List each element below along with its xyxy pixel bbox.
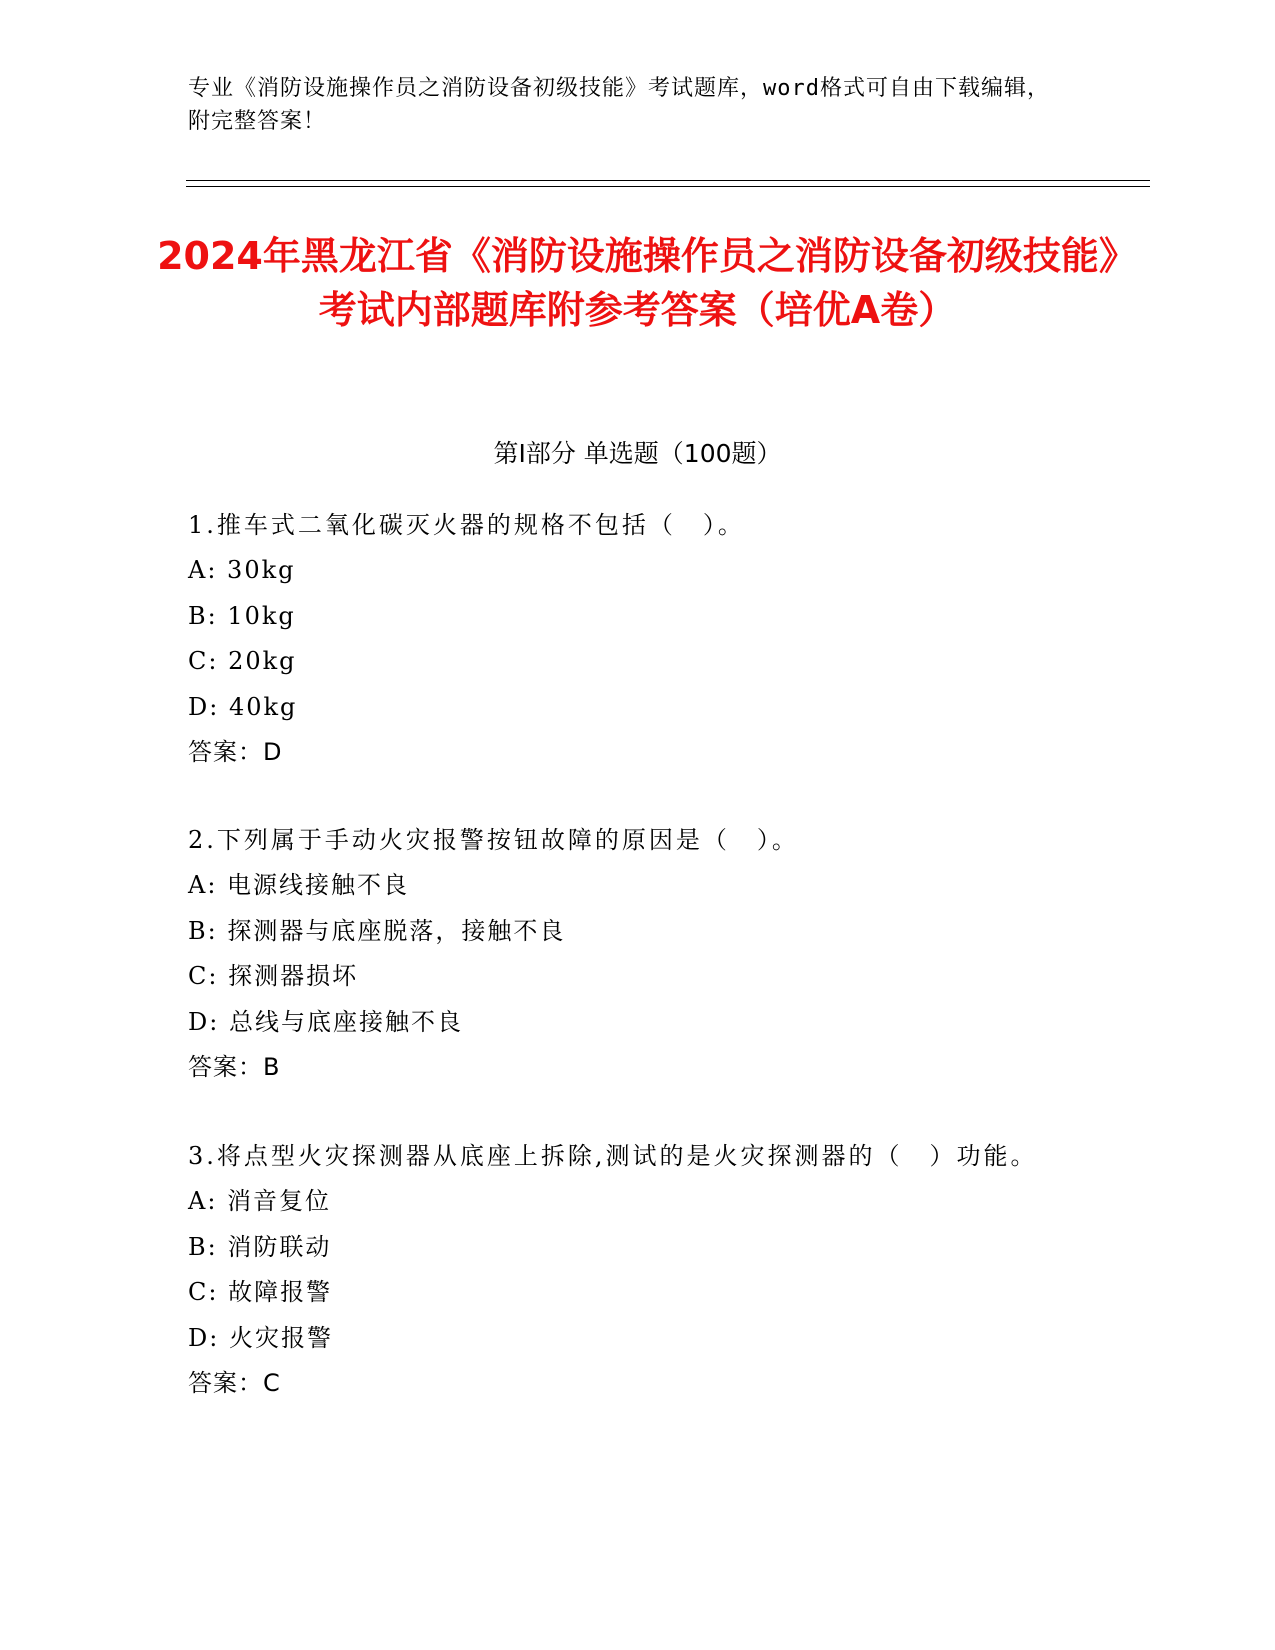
option-c: C: 故障报警 xyxy=(188,1278,333,1306)
option-b: B: 消防联动 xyxy=(188,1232,332,1261)
answer: 答案：B xyxy=(188,1053,281,1081)
option-a: A: 30kg xyxy=(188,556,296,584)
option-b: B: 10kg xyxy=(188,601,296,630)
option-b: B: 探测器与底座脱落，接触不良 xyxy=(188,916,566,945)
question-stem: 2.下列属于手动火灾报警按钮故障的原因是（ ）。 xyxy=(188,826,799,854)
section-heading: 第I部分 单选题（100题） xyxy=(493,439,782,468)
question-3 xyxy=(188,1133,1088,1407)
option-c: C: 探测器损坏 xyxy=(188,962,359,990)
option-c: C: 20kg xyxy=(188,647,297,675)
answer: 答案：C xyxy=(188,1369,281,1397)
question-2 xyxy=(188,817,1088,1091)
question-stem: 3.将点型火灾探测器从底座上拆除,测试的是火灾探测器的（ ）功能。 xyxy=(188,1142,1038,1170)
answer: 答案：D xyxy=(188,738,283,766)
option-d: D: 40kg xyxy=(188,692,298,721)
header-divider-top xyxy=(186,180,1150,181)
header-note: 专业《消防设施操作员之消防设备初级技能》考试题库，word格式可自由下载编辑，附完整答案！ xyxy=(188,76,1050,134)
question-1 xyxy=(188,502,1088,776)
option-a: A: 电源线接触不良 xyxy=(188,871,410,899)
question-stem: 1.推车式二氧化碳灭火器的规格不包括（ ）。 xyxy=(188,511,745,539)
header-divider-bottom xyxy=(186,186,1150,187)
option-a: A: 消音复位 xyxy=(188,1187,332,1215)
option-d: D: 总线与底座接触不良 xyxy=(188,1007,463,1036)
document-title: 2024年黑龙江省《消防设施操作员之消防设备初级技能》考试内部题库附参考答案（培优A卷） xyxy=(157,234,1118,332)
option-d: D: 火灾报警 xyxy=(188,1323,333,1352)
